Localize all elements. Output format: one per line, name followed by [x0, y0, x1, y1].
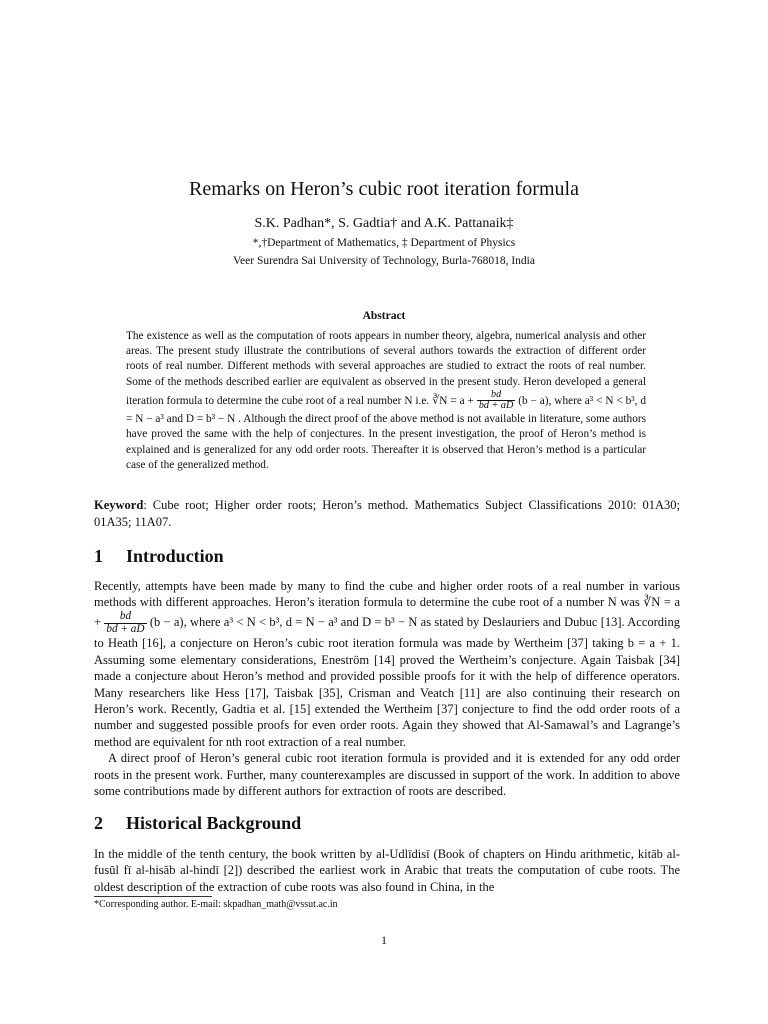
affiliation-departments: *,†Department of Mathematics, ‡ Department of Physics	[252, 237, 516, 249]
section-number: 1	[94, 546, 103, 566]
section-heading-introduction	[94, 546, 224, 567]
history-paragraph-1: In the middle of the tenth century, the book written by al-Udlīdisī (Book of chapters on Hindu arithmetic, kitāb al-fusūl fī al-hisāb al-hindī [2]) described the earliest work in Arabic that treats the computation of cube roots. The oldest description of the extraction of cube roots was also found in China, in the	[94, 847, 680, 894]
section-title: Historical Background	[126, 813, 302, 833]
abstract-text-1: The existence as well as the computation of roots appears in number theory, algebra, numerical analysis and other areas. The present study illustrate the contributions of several authors towards the extraction of different order roots of real number. Different methods with several approaches are studied to extract the roots of real number. Some of the methods described earlier are equivalent as observed in the present study. Heron developed a general iteration formula to determine the cube root of a real number N i.e.	[126, 330, 646, 407]
history-body	[94, 846, 680, 895]
fraction-denominator: bd + aD	[106, 622, 145, 635]
section-heading-historical-background	[94, 813, 301, 834]
abstract-body	[126, 329, 646, 473]
page-number: 1	[381, 933, 387, 947]
abstract-formula-fraction	[477, 390, 516, 412]
intro-text-a: Recently, attempts have been made by many to find the cube and higher order roots of a real number in various methods with different approaches. Heron’s iteration formula to determine the cube root of a number N was	[94, 579, 680, 610]
abstract-paragraph	[126, 329, 646, 473]
footnote-divider	[94, 896, 212, 897]
keyword-label: Keyword	[94, 498, 144, 512]
intro-formula-rhs: (b − a), where a³ < N < b³, d = N − a³ and D = b³ − N	[149, 615, 418, 629]
keyword-line	[94, 497, 680, 531]
abstract-heading: Abstract	[362, 310, 406, 322]
footnote-corresponding-author: *Corresponding author. E-mail: skpadhan_math@vssut.ac.in	[94, 899, 338, 910]
intro-formula-fraction	[104, 611, 146, 636]
abstract-formula-rhs: (b − a), where a³ < N < b³, d = N − a³ and D = b³ − N .	[126, 394, 647, 426]
fraction-numerator: bd	[104, 611, 146, 624]
fraction-numerator: bd	[477, 390, 516, 402]
section-title: Introduction	[126, 546, 224, 566]
author-list: S.K. Padhan*, S. Gadtia† and A.K. Pattanaik‡	[254, 216, 514, 231]
intro-text-b: as stated by Deslauriers and Dubuc [13]. According to Heath [16], a conjecture on Heron’s cubic root iteration formula was made by Wertheim [37] taking b = a + 1. Assuming some elementary considerations, Eneström [14] proved the Wertheim’s conjecture. Again Taisbak [34] made a conjecture about Heron’s method and provided possible proofs for it with the help of difference operators. Many researchers like Hess [17], Taisbak [35], Crisman and Veatch [11] are also continuing their research on Heron’s work. Recently, Gadtia et al. [15] extended the Wertheim [37] conjecture to find the odd order roots of a number and suggested possible proofs for even order roots. Again they showed that Al-Samawal’s and Lagrange’s method are equivalent for nth root extraction of a real number.	[94, 615, 681, 749]
keyword-text: : Cube root; Higher order roots; Heron’s method. Mathematics Subject Classifications 2010: 01A30; 01A35; 11A07.	[94, 498, 680, 529]
section-number: 2	[94, 813, 103, 833]
intro-formula-lhs: ∛N = a +	[94, 595, 680, 629]
paper-title: Remarks on Heron’s cubic root iteration formula	[189, 178, 579, 200]
fraction-denominator: bd + aD	[478, 400, 514, 412]
abstract-text-2: Although the direct proof of the above method is not available in literature, some authors have proved the same with the help of conjectures. In the present investigation, the proof of Heron’s method is explained and is generalized for any odd order roots. Thereafter it is observed that Heron’s method is a particular case of the generalized method.	[126, 413, 647, 471]
affiliation-university: Veer Surendra Sai University of Technology, Burla-768018, India	[233, 255, 535, 267]
intro-paragraph-1	[94, 578, 680, 750]
intro-paragraph-2: A direct proof of Heron’s general cubic root iteration formula is provided and it is extended for any odd order roots in the present work. Further, many counterexamples are discussed in support of the work. In addition to above some contributions made by different authors for extraction of roots are described.	[94, 751, 680, 799]
abstract-formula-lhs: ∛N = a +	[432, 394, 474, 407]
introduction-body	[94, 578, 680, 800]
